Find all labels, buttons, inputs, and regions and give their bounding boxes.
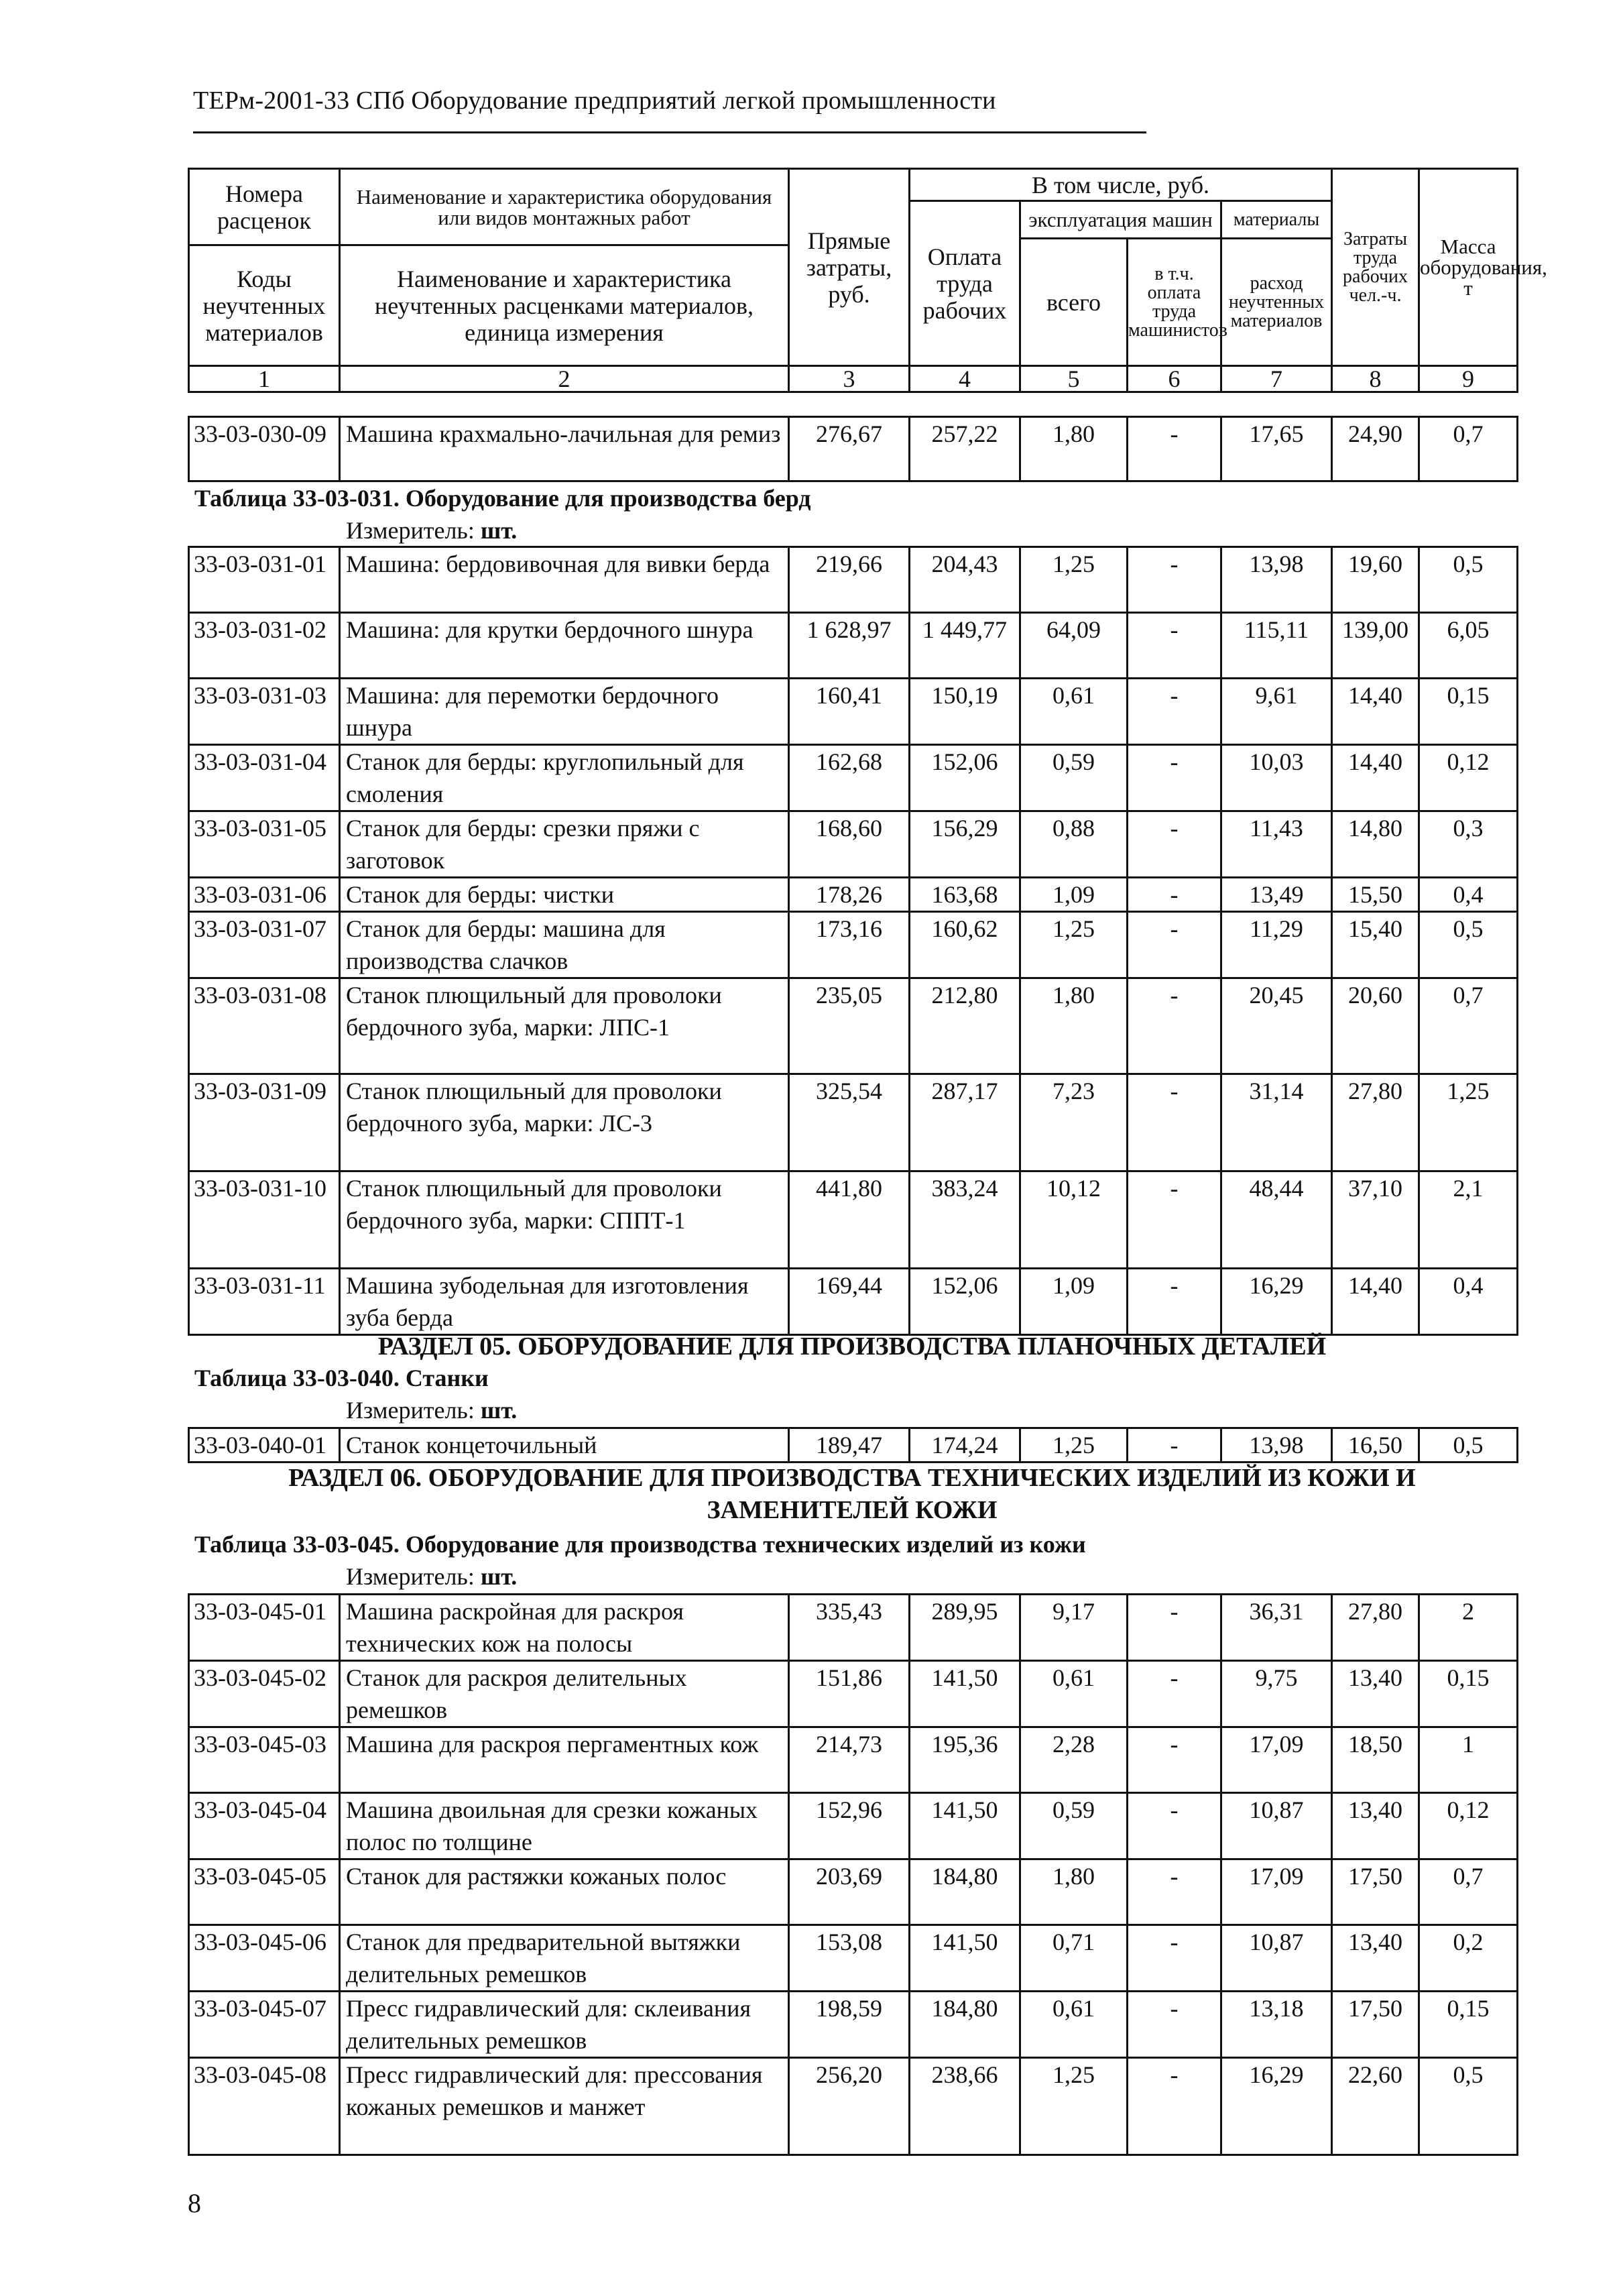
materials-cell: 13,98	[1221, 1428, 1332, 1462]
wages-cell: 383,24	[910, 1171, 1020, 1269]
equipment-name: Пресс гидравлический для: прессования кожаных ремешков и манжет	[340, 2058, 789, 2155]
machinist-wages-cell: -	[1128, 1992, 1221, 2058]
labor-cell: 14,80	[1332, 811, 1419, 878]
mass-cell: 1	[1419, 1727, 1518, 1793]
table-row	[189, 978, 1518, 1074]
labor-cell: 13,40	[1332, 1925, 1419, 1992]
direct-costs-cell: 256,20	[789, 2058, 910, 2155]
wages-cell: 141,50	[910, 1793, 1020, 1859]
header-machine-operation: эксплуатация машин	[1020, 201, 1221, 239]
machinist-wages-cell: -	[1128, 1727, 1221, 1793]
mass-cell: 0,5	[1419, 547, 1518, 613]
machine-costs-cell: 0,59	[1020, 745, 1128, 811]
direct-costs-cell: 1 628,97	[789, 613, 910, 679]
rate-code: 33-03-040-01	[189, 1428, 340, 1462]
machine-costs-cell: 0,59	[1020, 1793, 1128, 1859]
page-number: 8	[188, 2188, 201, 2218]
machine-costs-cell: 1,25	[1020, 2058, 1128, 2155]
machinist-wages-cell: -	[1128, 417, 1221, 481]
machinist-wages-cell: -	[1128, 978, 1221, 1074]
section-06-title	[188, 1462, 1516, 1526]
rates-table-040	[188, 1427, 1518, 1463]
machinist-wages-cell: -	[1128, 1269, 1221, 1335]
table-row	[189, 2058, 1518, 2155]
wages-cell: 287,17	[910, 1074, 1020, 1171]
mass-cell: 0,5	[1419, 1428, 1518, 1462]
unit-value: шт.	[480, 1563, 518, 1590]
equipment-name: Станок для берды: круглопильный для смоления	[340, 745, 789, 811]
table-row	[189, 417, 1518, 481]
materials-cell: 11,43	[1221, 811, 1332, 878]
rates-table-031	[188, 546, 1518, 1336]
rate-code: 33-03-030-09	[189, 417, 340, 481]
labor-cell: 15,40	[1332, 912, 1419, 978]
equipment-name: Машина для раскроя пергаментных кож	[340, 1727, 789, 1793]
direct-costs-cell: 219,66	[789, 547, 910, 613]
labor-cell: 19,60	[1332, 547, 1419, 613]
mass-cell: 0,5	[1419, 2058, 1518, 2155]
direct-costs-cell: 162,68	[789, 745, 910, 811]
table-row	[189, 679, 1518, 745]
table-row	[189, 1074, 1518, 1171]
table-row	[189, 1661, 1518, 1727]
rate-code: 33-03-045-05	[189, 1859, 340, 1925]
machinist-wages-cell: -	[1128, 2058, 1221, 2155]
equipment-name: Машина: для перемотки бердочного шнура	[340, 679, 789, 745]
rate-code: 33-03-031-03	[189, 679, 340, 745]
machinist-wages-cell: -	[1128, 811, 1221, 878]
equipment-name: Машина двоильная для срезки кожаных полос по толщине	[340, 1793, 789, 1859]
machine-costs-cell: 0,71	[1020, 1925, 1128, 1992]
direct-costs-cell: 168,60	[789, 811, 910, 878]
mass-cell: 0,15	[1419, 679, 1518, 745]
wages-cell: 184,80	[910, 1992, 1020, 2058]
column-number: 4	[910, 366, 1020, 392]
equipment-name: Станок для берды: срезки пряжи с заготовок	[340, 811, 789, 878]
header-rule	[193, 131, 1146, 133]
labor-cell: 18,50	[1332, 1727, 1419, 1793]
machine-costs-cell: 1,80	[1020, 1859, 1128, 1925]
rate-code: 33-03-045-04	[189, 1793, 340, 1859]
mass-cell: 0,15	[1419, 1992, 1518, 2058]
materials-cell: 13,49	[1221, 878, 1332, 912]
machine-costs-cell: 1,09	[1020, 878, 1128, 912]
table-row	[189, 547, 1518, 613]
direct-costs-cell: 335,43	[789, 1595, 910, 1661]
direct-costs-cell: 214,73	[789, 1727, 910, 1793]
wages-cell: 1 449,77	[910, 613, 1020, 679]
mass-cell: 0,7	[1419, 417, 1518, 481]
direct-costs-cell: 325,54	[789, 1074, 910, 1171]
wages-cell: 212,80	[910, 978, 1020, 1074]
table-title-031: Таблица 33-03-031. Оборудование для производства берд	[194, 485, 811, 512]
header-material-name: Наименование и характеристика неучтенных расценками материалов, единица измерения	[340, 245, 789, 366]
column-header-table	[188, 168, 1547, 393]
materials-cell: 11,29	[1221, 912, 1332, 978]
column-number: 9	[1419, 366, 1518, 392]
table-row	[189, 1925, 1518, 1992]
labor-cell: 139,00	[1332, 613, 1419, 679]
header-including: В том числе, руб.	[910, 169, 1332, 201]
equipment-name: Станок для берды: машина для производства слачков	[340, 912, 789, 978]
materials-cell: 13,98	[1221, 547, 1332, 613]
header-rate-numbers: Номера расценок	[189, 169, 340, 245]
labor-cell: 16,50	[1332, 1428, 1419, 1462]
materials-cell: 115,11	[1221, 613, 1332, 679]
equipment-name: Машина крахмально-лачильная для ремиз	[340, 417, 789, 481]
machine-costs-cell: 64,09	[1020, 613, 1128, 679]
rate-code: 33-03-031-02	[189, 613, 340, 679]
rate-code: 33-03-031-09	[189, 1074, 340, 1171]
rate-code: 33-03-045-02	[189, 1661, 340, 1727]
table-row	[189, 1859, 1518, 1925]
mass-cell: 0,12	[1419, 1793, 1518, 1859]
machine-costs-cell: 0,61	[1020, 1992, 1128, 2058]
table-title-040: Таблица 33-03-040. Станки	[194, 1365, 489, 1391]
materials-cell: 9,75	[1221, 1661, 1332, 1727]
header-mass: Масса оборудования, т	[1419, 169, 1518, 366]
rate-code: 33-03-031-11	[189, 1269, 340, 1335]
equipment-name: Станок для предварительной вытяжки делительных ремешков	[340, 1925, 789, 1992]
rates-table-030	[188, 416, 1518, 482]
machinist-wages-cell: -	[1128, 878, 1221, 912]
direct-costs-cell: 152,96	[789, 1793, 910, 1859]
equipment-name: Станок для берды: чистки	[340, 878, 789, 912]
direct-costs-cell: 198,59	[789, 1992, 910, 2058]
machinist-wages-cell: -	[1128, 1074, 1221, 1171]
machine-costs-cell: 1,80	[1020, 978, 1128, 1074]
table-row	[189, 811, 1518, 878]
labor-cell: 20,60	[1332, 978, 1419, 1074]
running-header: ТЕРм-2001-33 СПб Оборудование предприятий легкой промышленности	[193, 87, 996, 115]
equipment-name: Станок для раскроя делительных ремешков	[340, 1661, 789, 1727]
materials-cell: 17,09	[1221, 1727, 1332, 1793]
materials-cell: 36,31	[1221, 1595, 1332, 1661]
direct-costs-cell: 235,05	[789, 978, 910, 1074]
column-number: 8	[1332, 366, 1419, 392]
rate-code: 33-03-045-08	[189, 2058, 340, 2155]
wages-cell: 238,66	[910, 2058, 1020, 2155]
rate-code: 33-03-031-10	[189, 1171, 340, 1269]
wages-cell: 152,06	[910, 1269, 1020, 1335]
wages-cell: 163,68	[910, 878, 1020, 912]
equipment-name: Станок концеточильный	[340, 1428, 789, 1462]
table-title-045: Таблица 33-03-045. Оборудование для производства технических изделий из кожи	[194, 1531, 1086, 1558]
header-material-codes: Коды неучтенных материалов	[189, 245, 340, 366]
unit-040	[346, 1396, 517, 1424]
machinist-wages-cell: -	[1128, 547, 1221, 613]
machinist-wages-cell: -	[1128, 1171, 1221, 1269]
mass-cell: 2	[1419, 1595, 1518, 1661]
unit-045	[346, 1562, 517, 1591]
header-unaccounted-materials: расход неучтенных материалов	[1221, 239, 1332, 366]
labor-cell: 13,40	[1332, 1661, 1419, 1727]
mass-cell: 1,25	[1419, 1074, 1518, 1171]
equipment-name: Станок плющильный для проволоки бердочного зуба, марки: СППТ-1	[340, 1171, 789, 1269]
unit-031	[346, 516, 517, 544]
wages-cell: 174,24	[910, 1428, 1020, 1462]
labor-cell: 17,50	[1332, 1859, 1419, 1925]
machine-costs-cell: 0,61	[1020, 679, 1128, 745]
wages-cell: 257,22	[910, 417, 1020, 481]
column-number: 7	[1221, 366, 1332, 392]
mass-cell: 0,12	[1419, 745, 1518, 811]
machine-costs-cell: 9,17	[1020, 1595, 1128, 1661]
labor-cell: 37,10	[1332, 1171, 1419, 1269]
unit-label: Измеритель:	[346, 517, 475, 544]
machine-costs-cell: 1,25	[1020, 912, 1128, 978]
column-number: 6	[1128, 366, 1221, 392]
labor-cell: 14,40	[1332, 745, 1419, 811]
machinist-wages-cell: -	[1128, 613, 1221, 679]
column-number: 5	[1020, 366, 1128, 392]
rate-code: 33-03-045-07	[189, 1992, 340, 2058]
machinist-wages-cell: -	[1128, 1595, 1221, 1661]
rate-code: 33-03-031-01	[189, 547, 340, 613]
mass-cell: 0,7	[1419, 1859, 1518, 1925]
labor-cell: 22,60	[1332, 2058, 1419, 2155]
wages-cell: 141,50	[910, 1925, 1020, 1992]
wages-cell: 141,50	[910, 1661, 1020, 1727]
rate-code: 33-03-031-08	[189, 978, 340, 1074]
header-wages: Оплата труда рабочих	[910, 201, 1020, 366]
table-row	[189, 1793, 1518, 1859]
mass-cell: 0,4	[1419, 878, 1518, 912]
table-row	[189, 912, 1518, 978]
direct-costs-cell: 441,80	[789, 1171, 910, 1269]
table-row	[189, 745, 1518, 811]
machinist-wages-cell: -	[1128, 912, 1221, 978]
wages-cell: 156,29	[910, 811, 1020, 878]
equipment-name: Станок для растяжки кожаных полос	[340, 1859, 789, 1925]
rate-code: 33-03-045-06	[189, 1925, 340, 1992]
section-06-title-line2: ЗАМЕНИТЕЛЕЙ КОЖИ	[707, 1496, 998, 1524]
unit-label: Измеритель:	[346, 1397, 475, 1424]
rates-table-045	[188, 1593, 1518, 2156]
mass-cell: 0,3	[1419, 811, 1518, 878]
machine-costs-cell: 1,25	[1020, 1428, 1128, 1462]
materials-cell: 9,61	[1221, 679, 1332, 745]
equipment-name: Машина: бердовивочная для вивки берда	[340, 547, 789, 613]
machine-costs-cell: 7,23	[1020, 1074, 1128, 1171]
table-row	[189, 1992, 1518, 2058]
mass-cell: 0,7	[1419, 978, 1518, 1074]
machinist-wages-cell: -	[1128, 1925, 1221, 1992]
labor-cell: 27,80	[1332, 1595, 1419, 1661]
column-number: 2	[340, 366, 789, 392]
direct-costs-cell: 178,26	[789, 878, 910, 912]
column-number: 3	[789, 366, 910, 392]
materials-cell: 20,45	[1221, 978, 1332, 1074]
labor-cell: 15,50	[1332, 878, 1419, 912]
equipment-name: Станок плющильный для проволоки бердочного зуба, марки: ЛС-3	[340, 1074, 789, 1171]
column-number: 1	[189, 366, 340, 392]
equipment-name: Машина: для крутки бердочного шнура	[340, 613, 789, 679]
labor-cell: 27,80	[1332, 1074, 1419, 1171]
header-total: всего	[1020, 239, 1128, 366]
direct-costs-cell: 151,86	[789, 1661, 910, 1727]
direct-costs-cell: 189,47	[789, 1428, 910, 1462]
labor-cell: 24,90	[1332, 417, 1419, 481]
wages-cell: 289,95	[910, 1595, 1020, 1661]
machinist-wages-cell: -	[1128, 745, 1221, 811]
machine-costs-cell: 1,09	[1020, 1269, 1128, 1335]
machinist-wages-cell: -	[1128, 679, 1221, 745]
table-row	[189, 1595, 1518, 1661]
rate-code: 33-03-031-07	[189, 912, 340, 978]
equipment-name: Станок плющильный для проволоки бердочного зуба, марки: ЛПС-1	[340, 978, 789, 1074]
rate-code: 33-03-045-03	[189, 1727, 340, 1793]
machine-costs-cell: 1,80	[1020, 417, 1128, 481]
mass-cell: 0,15	[1419, 1661, 1518, 1727]
labor-cell: 14,40	[1332, 1269, 1419, 1335]
direct-costs-cell: 169,44	[789, 1269, 910, 1335]
mass-cell: 0,4	[1419, 1269, 1518, 1335]
unit-value: шт.	[480, 517, 518, 544]
equipment-name: Машина зубодельная для изготовления зуба берда	[340, 1269, 789, 1335]
mass-cell: 0,5	[1419, 912, 1518, 978]
machine-costs-cell: 1,25	[1020, 547, 1128, 613]
materials-cell: 31,14	[1221, 1074, 1332, 1171]
section-05-title: РАЗДЕЛ 05. ОБОРУДОВАНИЕ ДЛЯ ПРОИЗВОДСТВА ПЛАНОЧНЫХ ДЕТАЛЕЙ	[377, 1332, 1327, 1361]
mass-cell: 2,1	[1419, 1171, 1518, 1269]
header-materials: материалы	[1221, 201, 1332, 239]
table-row	[189, 1171, 1518, 1269]
unit-value: шт.	[480, 1397, 518, 1424]
equipment-name: Пресс гидравлический для: склеивания делительных ремешков	[340, 1992, 789, 2058]
rate-code: 33-03-031-04	[189, 745, 340, 811]
table-row	[189, 878, 1518, 912]
header-machinist-wages: в т.ч. оплата труда машинистов	[1128, 239, 1221, 366]
rate-code: 33-03-031-05	[189, 811, 340, 878]
machinist-wages-cell: -	[1128, 1793, 1221, 1859]
materials-cell: 17,65	[1221, 417, 1332, 481]
direct-costs-cell: 153,08	[789, 1925, 910, 1992]
wages-cell: 204,43	[910, 547, 1020, 613]
materials-cell: 17,09	[1221, 1859, 1332, 1925]
materials-cell: 16,29	[1221, 2058, 1332, 2155]
unit-label: Измеритель:	[346, 1563, 475, 1590]
header-direct-costs: Прямые затраты, руб.	[789, 169, 910, 366]
wages-cell: 184,80	[910, 1859, 1020, 1925]
wages-cell: 150,19	[910, 679, 1020, 745]
direct-costs-cell: 160,41	[789, 679, 910, 745]
equipment-name: Машина раскройная для раскроя технических кож на полосы	[340, 1595, 789, 1661]
machine-costs-cell: 0,61	[1020, 1661, 1128, 1727]
machinist-wages-cell: -	[1128, 1661, 1221, 1727]
table-row	[189, 1727, 1518, 1793]
direct-costs-cell: 173,16	[789, 912, 910, 978]
labor-cell: 17,50	[1332, 1992, 1419, 2058]
labor-cell: 14,40	[1332, 679, 1419, 745]
mass-cell: 6,05	[1419, 613, 1518, 679]
machine-costs-cell: 10,12	[1020, 1171, 1128, 1269]
wages-cell: 152,06	[910, 745, 1020, 811]
machine-costs-cell: 2,28	[1020, 1727, 1128, 1793]
section-06-title-line1: РАЗДЕЛ 06. ОБОРУДОВАНИЕ ДЛЯ ПРОИЗВОДСТВА ТЕХНИЧЕСКИХ ИЗДЕЛИЙ ИЗ КОЖИ И	[288, 1464, 1416, 1492]
direct-costs-cell: 203,69	[789, 1859, 910, 1925]
machinist-wages-cell: -	[1128, 1859, 1221, 1925]
materials-cell: 48,44	[1221, 1171, 1332, 1269]
materials-cell: 10,87	[1221, 1925, 1332, 1992]
machine-costs-cell: 0,88	[1020, 811, 1128, 878]
table-row	[189, 1428, 1518, 1462]
header-labor: Затраты труда рабочих чел.-ч.	[1332, 169, 1419, 366]
materials-cell: 13,18	[1221, 1992, 1332, 2058]
rate-code: 33-03-031-06	[189, 878, 340, 912]
rate-code: 33-03-045-01	[189, 1595, 340, 1661]
table-row	[189, 613, 1518, 679]
wages-cell: 160,62	[910, 912, 1020, 978]
materials-cell: 16,29	[1221, 1269, 1332, 1335]
materials-cell: 10,03	[1221, 745, 1332, 811]
direct-costs-cell: 276,67	[789, 417, 910, 481]
machinist-wages-cell: -	[1128, 1428, 1221, 1462]
header-work-name: Наименование и характеристика оборудования или видов монтажных работ	[340, 169, 789, 245]
labor-cell: 13,40	[1332, 1793, 1419, 1859]
table-row	[189, 1269, 1518, 1335]
mass-cell: 0,2	[1419, 1925, 1518, 1992]
materials-cell: 10,87	[1221, 1793, 1332, 1859]
wages-cell: 195,36	[910, 1727, 1020, 1793]
